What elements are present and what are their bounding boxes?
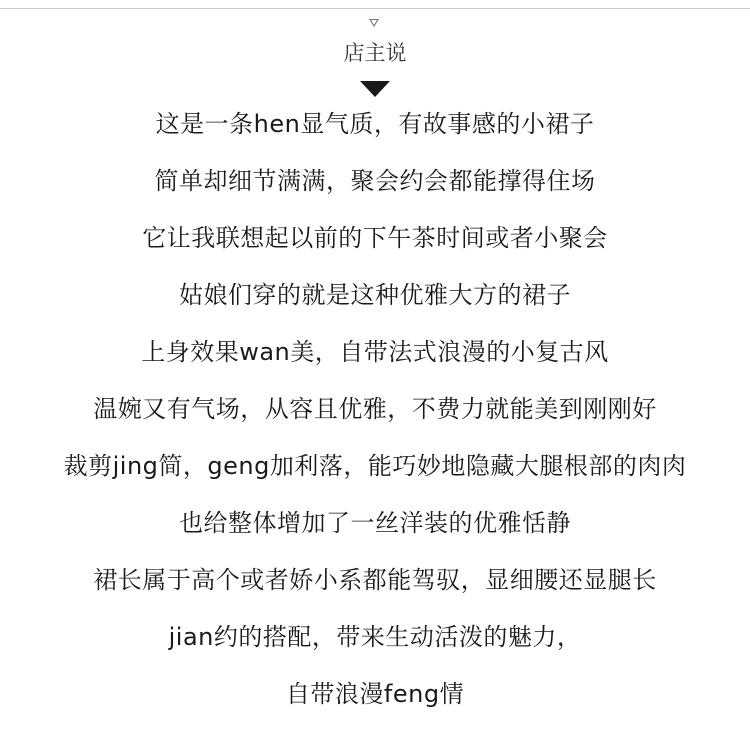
description-line: 也给整体增加了一丝洋装的优雅恬静 — [179, 509, 571, 537]
description-line: 温婉又有气场，从容且优雅，不费力就能美到刚刚好 — [93, 395, 657, 423]
description-text-block — [0, 104, 750, 731]
description-line: 简单却细节满满，聚会约会都能撑得住场 — [154, 167, 596, 195]
description-line: 它让我联想起以前的下午茶时间或者小聚会 — [142, 224, 608, 252]
down-triangle-icon — [360, 81, 390, 97]
description-line: 自带浪漫feng情 — [285, 680, 465, 708]
top-divider — [0, 8, 750, 9]
description-line: 上身效果wan美，自带法式浪漫的小复古风 — [141, 338, 609, 366]
description-line: 裁剪jing简，geng加利落，能巧妙地隐藏大腿根部的肉肉 — [63, 452, 687, 480]
description-line: 姑娘们穿的就是这种优雅大方的裙子 — [179, 281, 571, 309]
description-line: jian约的搭配，带来生动活泼的魅力， — [168, 623, 582, 651]
description-line: 裙长属于高个或者娇小系都能驾驭，显细腰还显腿长 — [93, 566, 657, 594]
section-title: 店主说 — [343, 41, 407, 65]
small-down-triangle-icon — [369, 19, 379, 27]
description-line: 这是一条hen显气质，有故事感的小裙子 — [155, 110, 595, 138]
